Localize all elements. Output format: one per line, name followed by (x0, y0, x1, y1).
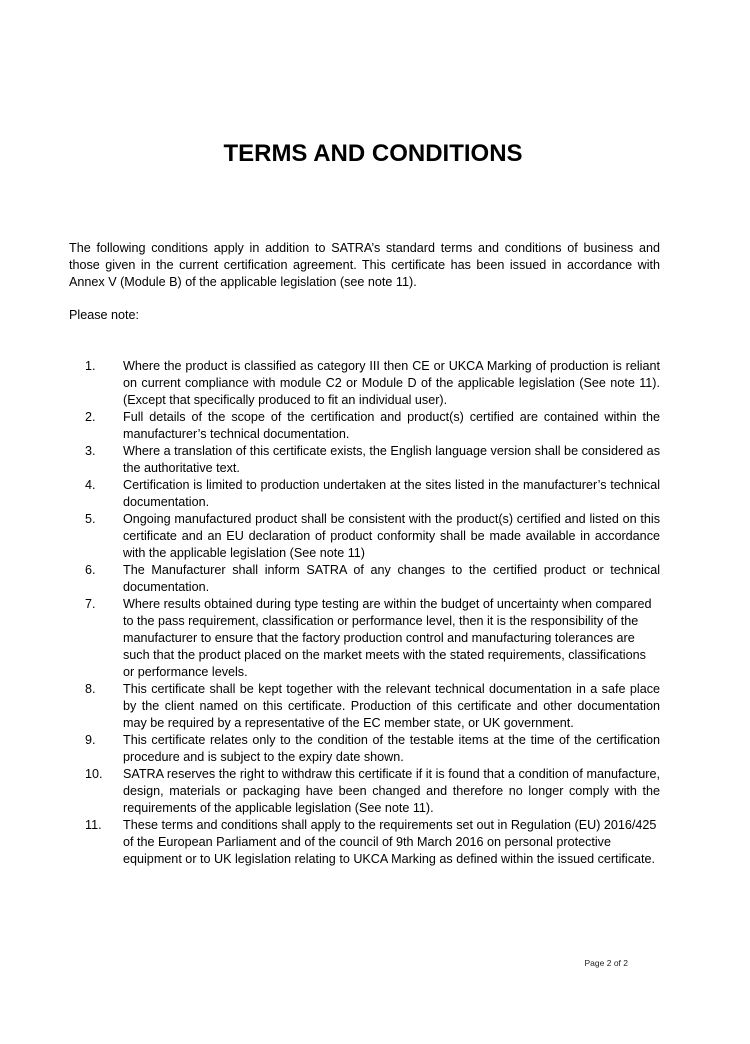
note-number: 5. (85, 512, 96, 526)
note-text: Ongoing manufactured product shall be consistent with the product(s) certified and listed on this certificate and an EU declaration of product conformity shall be made available in accordance with the applicable legislation (See note 11) (123, 512, 660, 560)
intro-paragraph: The following conditions apply in addition to SATRA’s standard terms and conditions of business and those given in the current certification agreement. This certificate has been issued in accordance with Annex V (Module B) of the applicable legislation (see note 11). (69, 241, 660, 289)
note-number: 11. (85, 818, 102, 832)
note-text: Where results obtained during type testing are within the budget of uncertainty when compared to the pass requirement, classification or performance level, then it is the responsibility of the manufacturer to ensure that the factory production control and manufacturing tolerances are such that the product placed on the market meets with the stated requirements, classifications or performance levels. (123, 597, 652, 679)
note-text: This certificate relates only to the condition of the testable items at the time of the certification procedure and is subject to the expiry date shown. (123, 733, 660, 764)
note-text: Where a translation of this certificate exists, the English language version shall be considered as the authoritative text. (123, 444, 660, 475)
note-number: 10. (85, 767, 103, 781)
note-text: Certification is limited to production undertaken at the sites listed in the manufacturer’s technical documentation. (123, 478, 660, 509)
note-text: This certificate shall be kept together with the relevant technical documentation in a safe place by the client named on this certificate. Production of this certificate and other documentation may be required by a representative of the EC member state, or UK government. (123, 682, 660, 730)
page-title: TERMS AND CONDITIONS (223, 140, 523, 167)
note-number: 3. (85, 444, 96, 458)
note-text: Full details of the scope of the certification and product(s) certified are contained within the manufacturer’s technical documentation. (123, 410, 660, 441)
note-item (69, 477, 660, 511)
note-item (69, 409, 660, 443)
note-item (69, 562, 660, 596)
note-number: 1. (85, 359, 96, 373)
note-item (69, 596, 660, 681)
note-number: 7. (85, 597, 96, 611)
page-number: Page 2 of 2 (584, 958, 628, 968)
note-item (69, 817, 660, 868)
note-text: SATRA reserves the right to withdraw this certificate if it is found that a condition of manufacture, design, materials or packaging have been changed and therefore no longer comply with the requirements of the applicable legislation (See note 11). (123, 767, 660, 815)
note-number: 2. (85, 410, 96, 424)
please-note-label: Please note: (69, 308, 140, 322)
note-number: 8. (85, 682, 96, 696)
note-text: Where the product is classified as category III then CE or UKCA Marking of production is reliant on current compliance with module C2 or Module D of the applicable legislation (See note 11). (Except that specifically produced to fit an individual user). (123, 359, 660, 407)
note-item (69, 732, 660, 766)
note-item (69, 443, 660, 477)
note-item (69, 681, 660, 732)
note-item (69, 358, 660, 409)
note-number: 6. (85, 563, 96, 577)
notes-list (69, 358, 660, 868)
note-item (69, 511, 660, 562)
note-text: These terms and conditions shall apply to the requirements set out in Regulation (EU) 2016/425 of the European Parliament and of the council of 9th March 2016 on personal protective equipment or to UK legislation relating to UKCA Marking as defined within the issued certificate. (123, 818, 657, 866)
note-item (69, 766, 660, 817)
note-text: The Manufacturer shall inform SATRA of any changes to the certified product or technical documentation. (123, 563, 660, 594)
note-number: 9. (85, 733, 96, 747)
note-number: 4. (85, 478, 96, 492)
